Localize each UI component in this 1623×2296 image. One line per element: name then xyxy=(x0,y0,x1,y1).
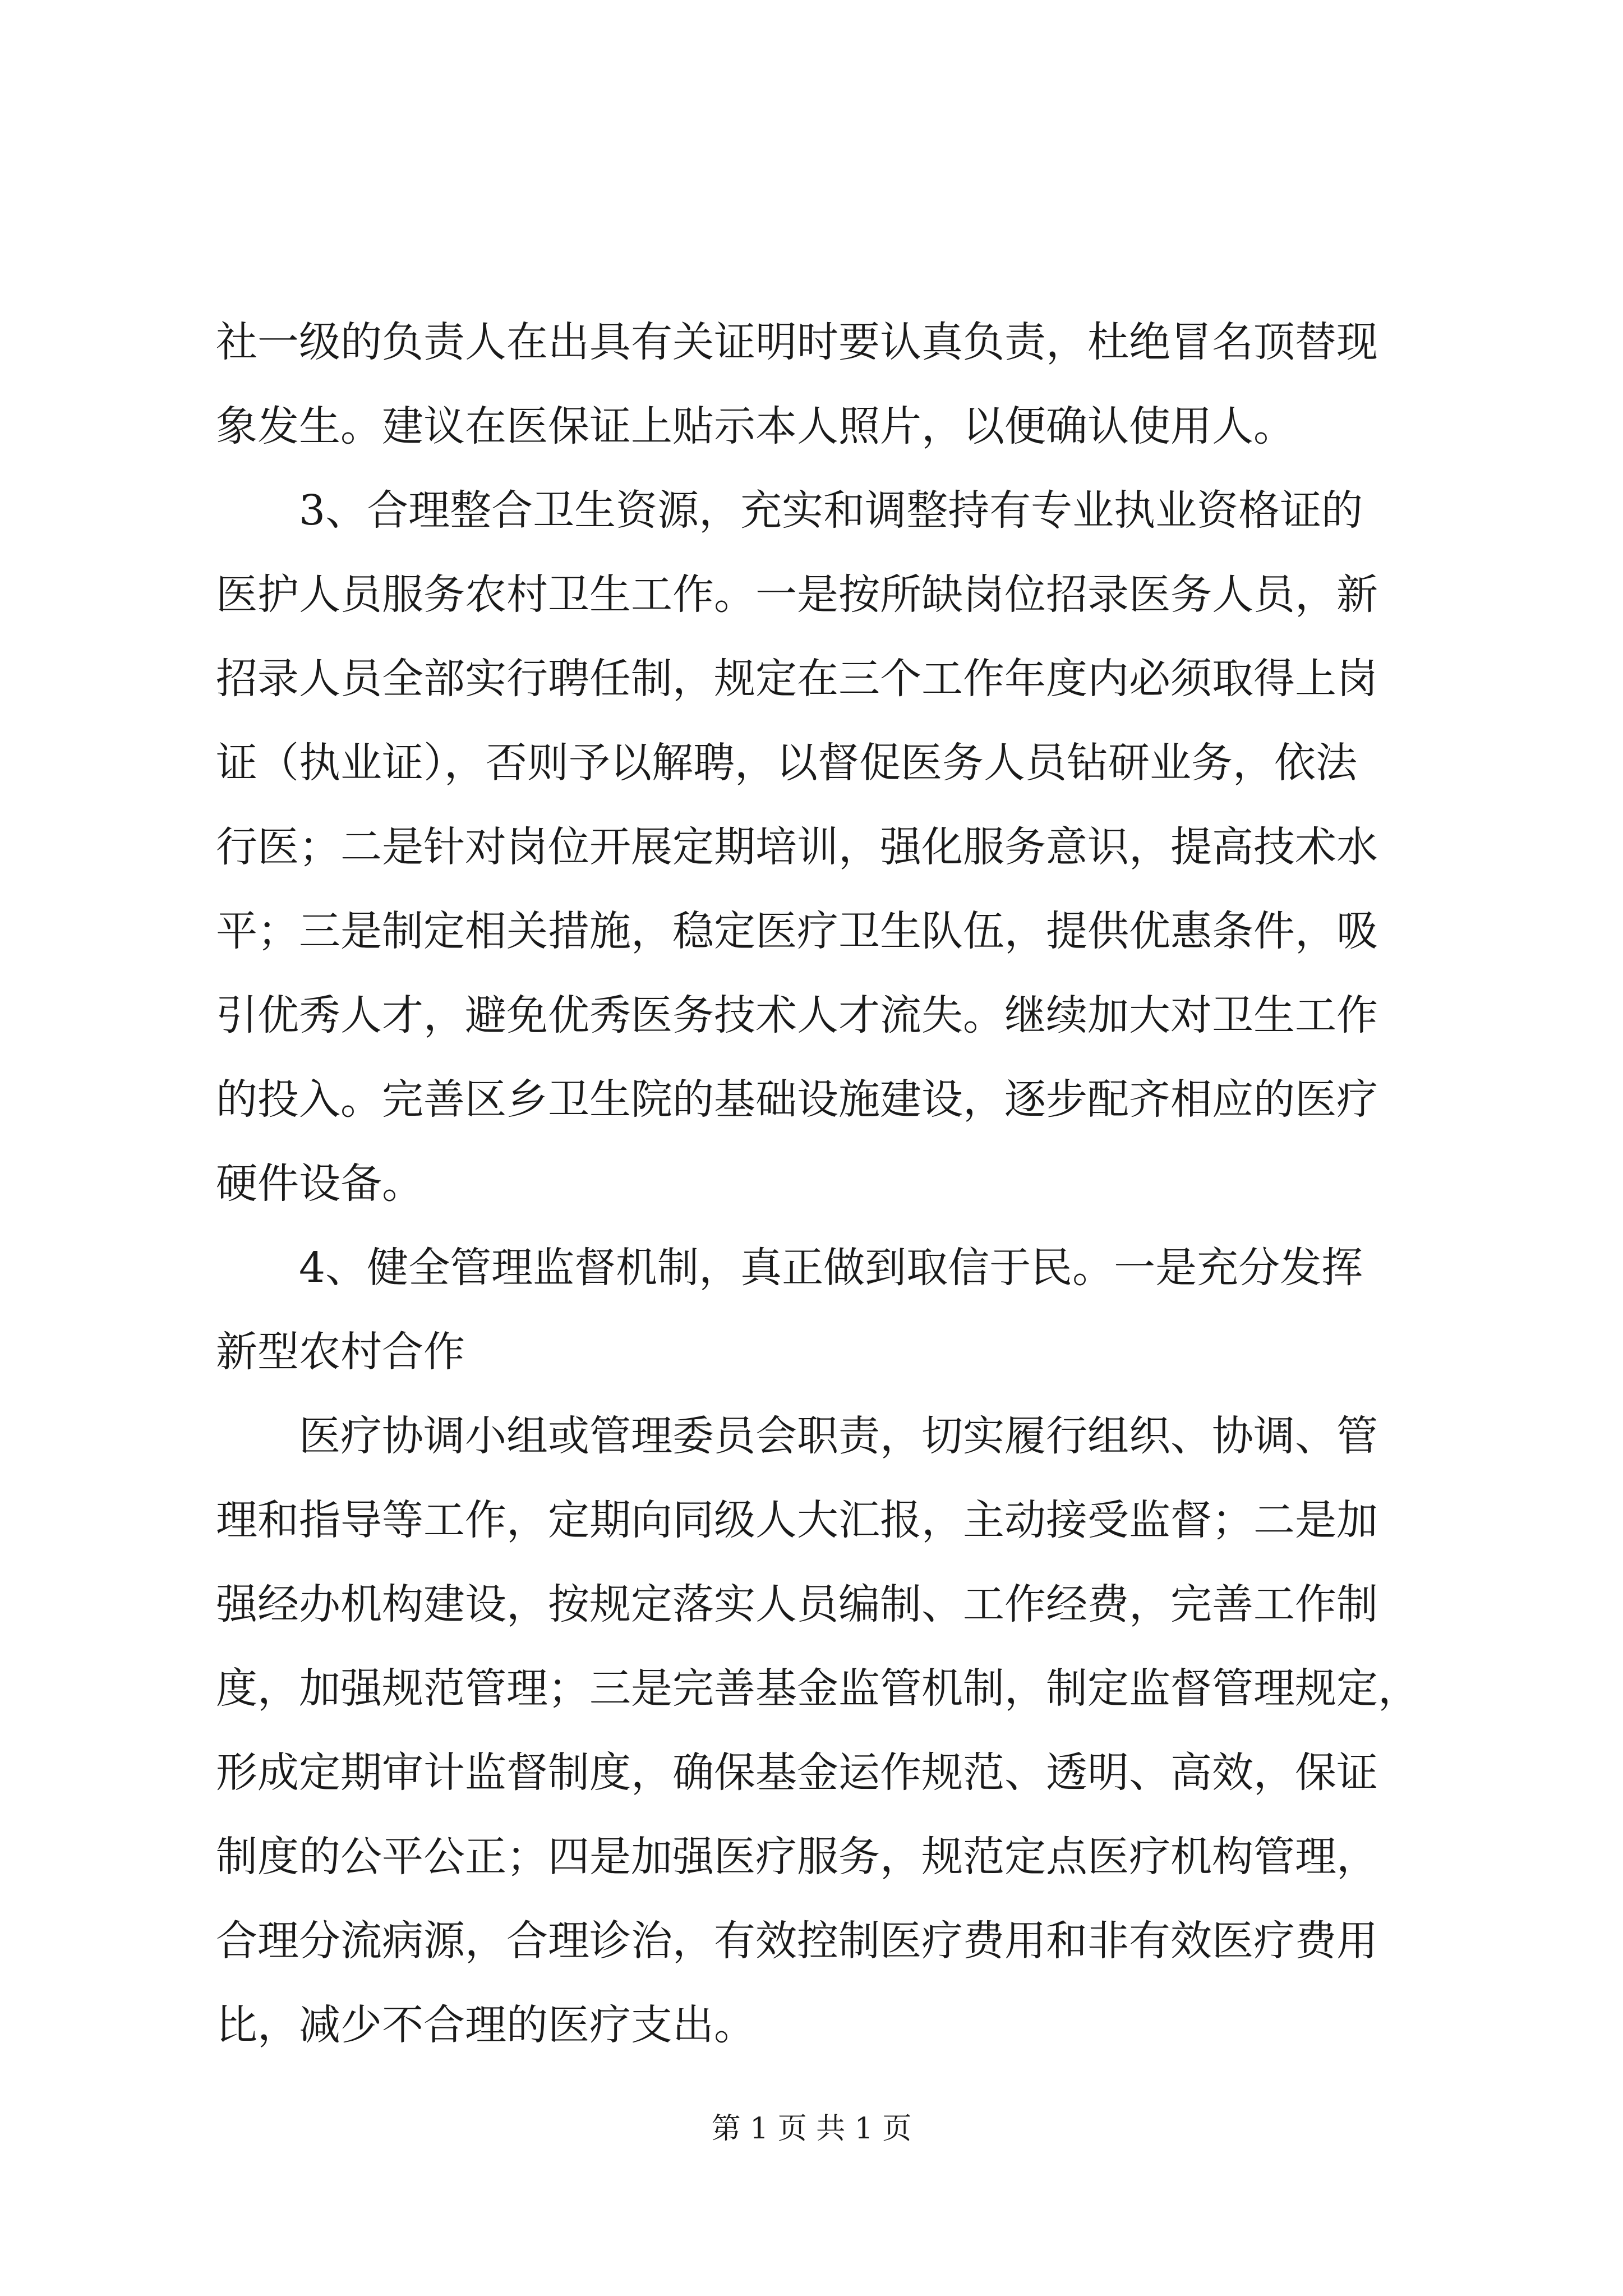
text-line: 度，加强规范管理；三是完善基金监管机制，制定监督管理规定， xyxy=(216,1664,1419,1713)
body-text xyxy=(216,300,1438,2067)
text-line: 制度的公平公正；四是加强医疗服务，规范定点医疗机构管理， xyxy=(216,1833,1378,1881)
text-line: 的投入。完善区乡卫生院的基础设施建设，逐步配齐相应的医疗 xyxy=(216,1075,1378,1124)
text-line: 医护人员服务农村卫生工作。一是按所缺岗位招录医务人员，新 xyxy=(216,570,1378,619)
text-line: 招录人员全部实行聘任制，规定在三个工作年度内必须取得上岗 xyxy=(216,655,1378,703)
text-line: 社一级的负责人在出具有关证明时要认真负责，杜绝冒名顶替现 xyxy=(216,318,1378,366)
text-line: 行医；二是针对岗位开展定期培训，强化服务意识，提高技术水 xyxy=(216,823,1378,871)
text-line: 合理分流病源，合理诊治，有效控制医疗费用和非有效医疗费用 xyxy=(216,1917,1378,1965)
text-line: 3、合理整合卫生资源，充实和调整持有专业执业资格证的 xyxy=(216,486,1363,535)
text-line: 引优秀人才，避免优秀医务技术人才流失。继续加大对卫生工作 xyxy=(216,991,1378,1039)
text-line: 比，减少不合理的医疗支出。 xyxy=(216,2001,755,2049)
page-footer xyxy=(0,2109,1623,2148)
text-line: 强经办机构建设，按规定落实人员编制、工作经费，完善工作制 xyxy=(216,1580,1378,1628)
text-line: 医疗协调小组或管理委员会职责，切实履行组织、协调、管 xyxy=(216,1412,1378,1460)
text-line: 平；三是制定相关措施，稳定医疗卫生队伍，提供优惠条件，吸 xyxy=(216,907,1378,955)
text-line: 象发生。建议在医保证上贴示本人照片，以便确认使用人。 xyxy=(216,402,1295,450)
text-line: 理和指导等工作，定期向同级人大汇报，主动接受监督；二是加 xyxy=(216,1496,1378,1544)
text-line: 新型农村合作 xyxy=(216,1328,465,1376)
text-line: 硬件设备。 xyxy=(216,1159,423,1208)
text-line: 证（执业证），否则予以解聘，以督促医务人员钻研业务，依法 xyxy=(216,739,1357,787)
page-number-label: 第 1 页 共 1 页 xyxy=(711,2112,912,2146)
text-line: 4、健全管理监督机制，真正做到取信于民。一是充分发挥 xyxy=(216,1244,1363,1292)
text-line: 形成定期审计监督制度，确保基金运作规范、透明、高效，保证 xyxy=(216,1749,1378,1797)
